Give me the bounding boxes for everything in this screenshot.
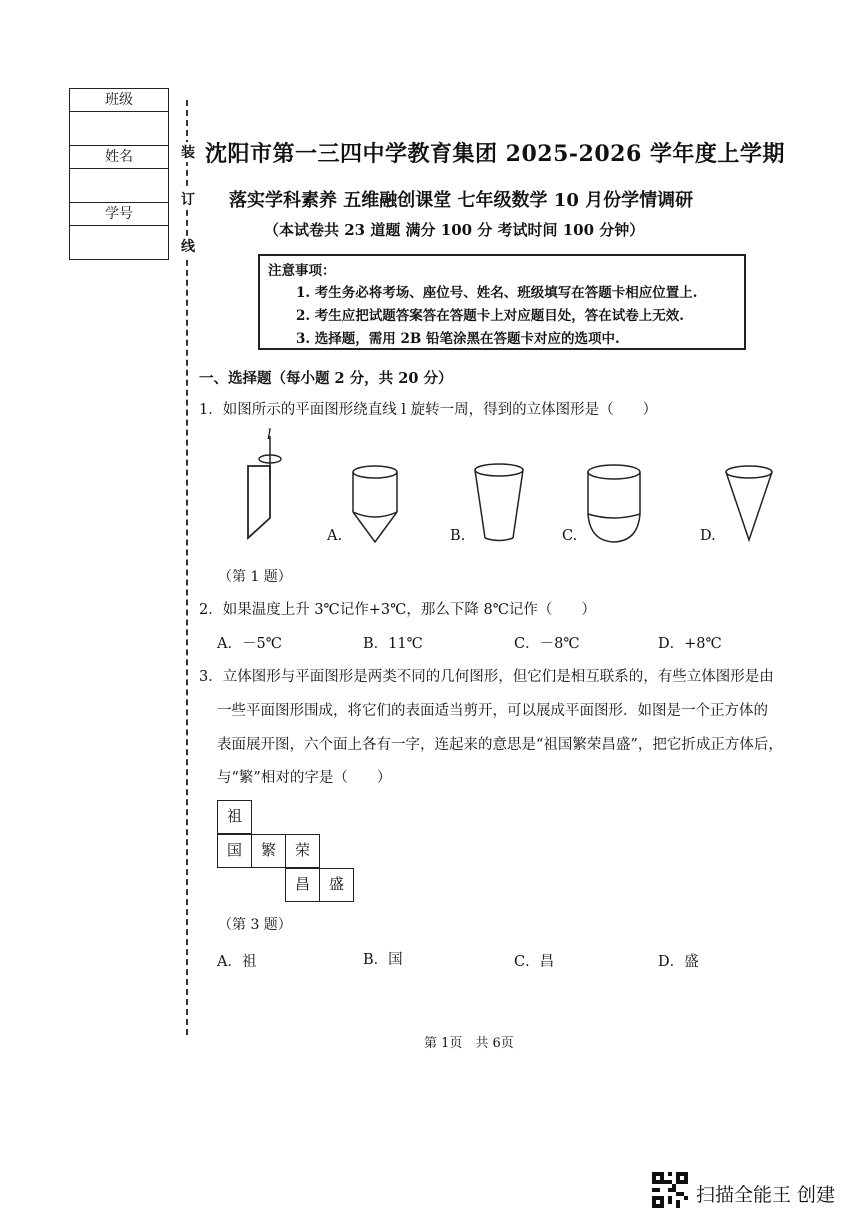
net-cell: 繁	[251, 834, 286, 868]
axis-label-l: l	[267, 427, 272, 443]
question-3-line: 与“繁”相对的字是（ ）	[217, 770, 392, 786]
notice-box	[258, 254, 746, 350]
q3-option-b: B．国	[363, 952, 403, 968]
notice-heading: 注意事项：	[268, 263, 336, 279]
page-footer: 第 1页 共 6页	[424, 1036, 514, 1051]
student-info-table	[69, 88, 169, 260]
binding-char-ding: 订	[179, 189, 197, 209]
section-title: 一、选择题（每小题 2 分，共 20 分）	[199, 370, 453, 387]
binding-char-zhuang: 装	[179, 142, 197, 162]
q3-option-c: C．昌	[514, 954, 555, 970]
notice-item: 1. 考生务必将考场、座位号、姓名、班级填写在答题卡相应位置上.	[296, 285, 698, 301]
class-label: 班级	[70, 89, 168, 112]
q1-option-c-label: C.	[562, 528, 578, 544]
question-3-line: 一些平面图形围成，将它们的表面适当剪开，可以展成平面图形．如图是一个正方体的	[217, 703, 768, 719]
question-3-line: 3．立体图形与平面图形是两类不同的几何图形，但它们是相互联系的，有些立体图形是由	[199, 669, 774, 685]
q3-caption: （第 3 题）	[218, 917, 292, 933]
watermark-text: 扫描全能王 创建	[696, 1184, 836, 1206]
student-id-field	[70, 226, 168, 259]
q2-option-c: C．－8℃	[514, 636, 580, 652]
q2-option-a: A．－5℃	[217, 636, 282, 652]
q1-option-b-label: B.	[450, 528, 466, 544]
q3-option-a: A．祖	[217, 954, 257, 970]
net-cell: 昌	[285, 868, 320, 902]
q1-plane-figure	[236, 430, 296, 542]
q3-option-d: D．盛	[658, 954, 699, 970]
question-3-line: 表面展开图，六个面上各有一字，连起来的意思是“祖国繁荣昌盛”，把它折成正方体后，	[217, 737, 783, 753]
q1-option-a-figure	[344, 464, 406, 546]
question-2-text: 2．如果温度上升 3℃记作+3℃，那么下降 8℃记作（ ）	[199, 602, 596, 618]
name-field	[70, 169, 168, 203]
notice-item: 3. 选择题，需用 2B 铅笔涂黑在答题卡对应的选项中.	[296, 331, 620, 347]
exam-title: 沈阳市第一三四中学教育集团 2025-2026 学年度上学期	[205, 141, 785, 167]
student-id-label: 学号	[70, 203, 168, 226]
binding-char-xian: 线	[179, 236, 197, 256]
q2-option-d: D．+8℃	[658, 636, 722, 652]
net-cell: 盛	[319, 868, 354, 902]
q1-option-b-figure	[470, 462, 528, 546]
qr-code-icon	[652, 1172, 688, 1208]
exam-subtitle: 落实学科素养 五维融创课堂 七年级数学 10 月份学情调研	[229, 190, 694, 211]
q2-option-b: B．11℃	[363, 636, 423, 652]
notice-item: 2. 考生应把试题答案答在答题卡上对应题目处，答在试卷上无效.	[296, 308, 684, 324]
q1-option-d-label: D.	[700, 528, 716, 544]
class-field	[70, 112, 168, 146]
q1-option-a-label: A.	[327, 528, 343, 544]
exam-meta: （本试卷共 23 道题 满分 100 分 考试时间 100 分钟）	[264, 221, 645, 239]
net-cell: 祖	[217, 800, 252, 834]
q1-option-c-figure	[583, 462, 645, 546]
q1-caption: （第 1 题）	[218, 569, 292, 585]
q1-option-d-figure	[722, 464, 776, 544]
question-1-text: 1．如图所示的平面图形绕直线 l 旋转一周，得到的立体图形是（ ）	[199, 402, 658, 418]
net-cell: 国	[217, 834, 252, 868]
net-cell: 荣	[285, 834, 320, 868]
name-label: 姓名	[70, 146, 168, 169]
